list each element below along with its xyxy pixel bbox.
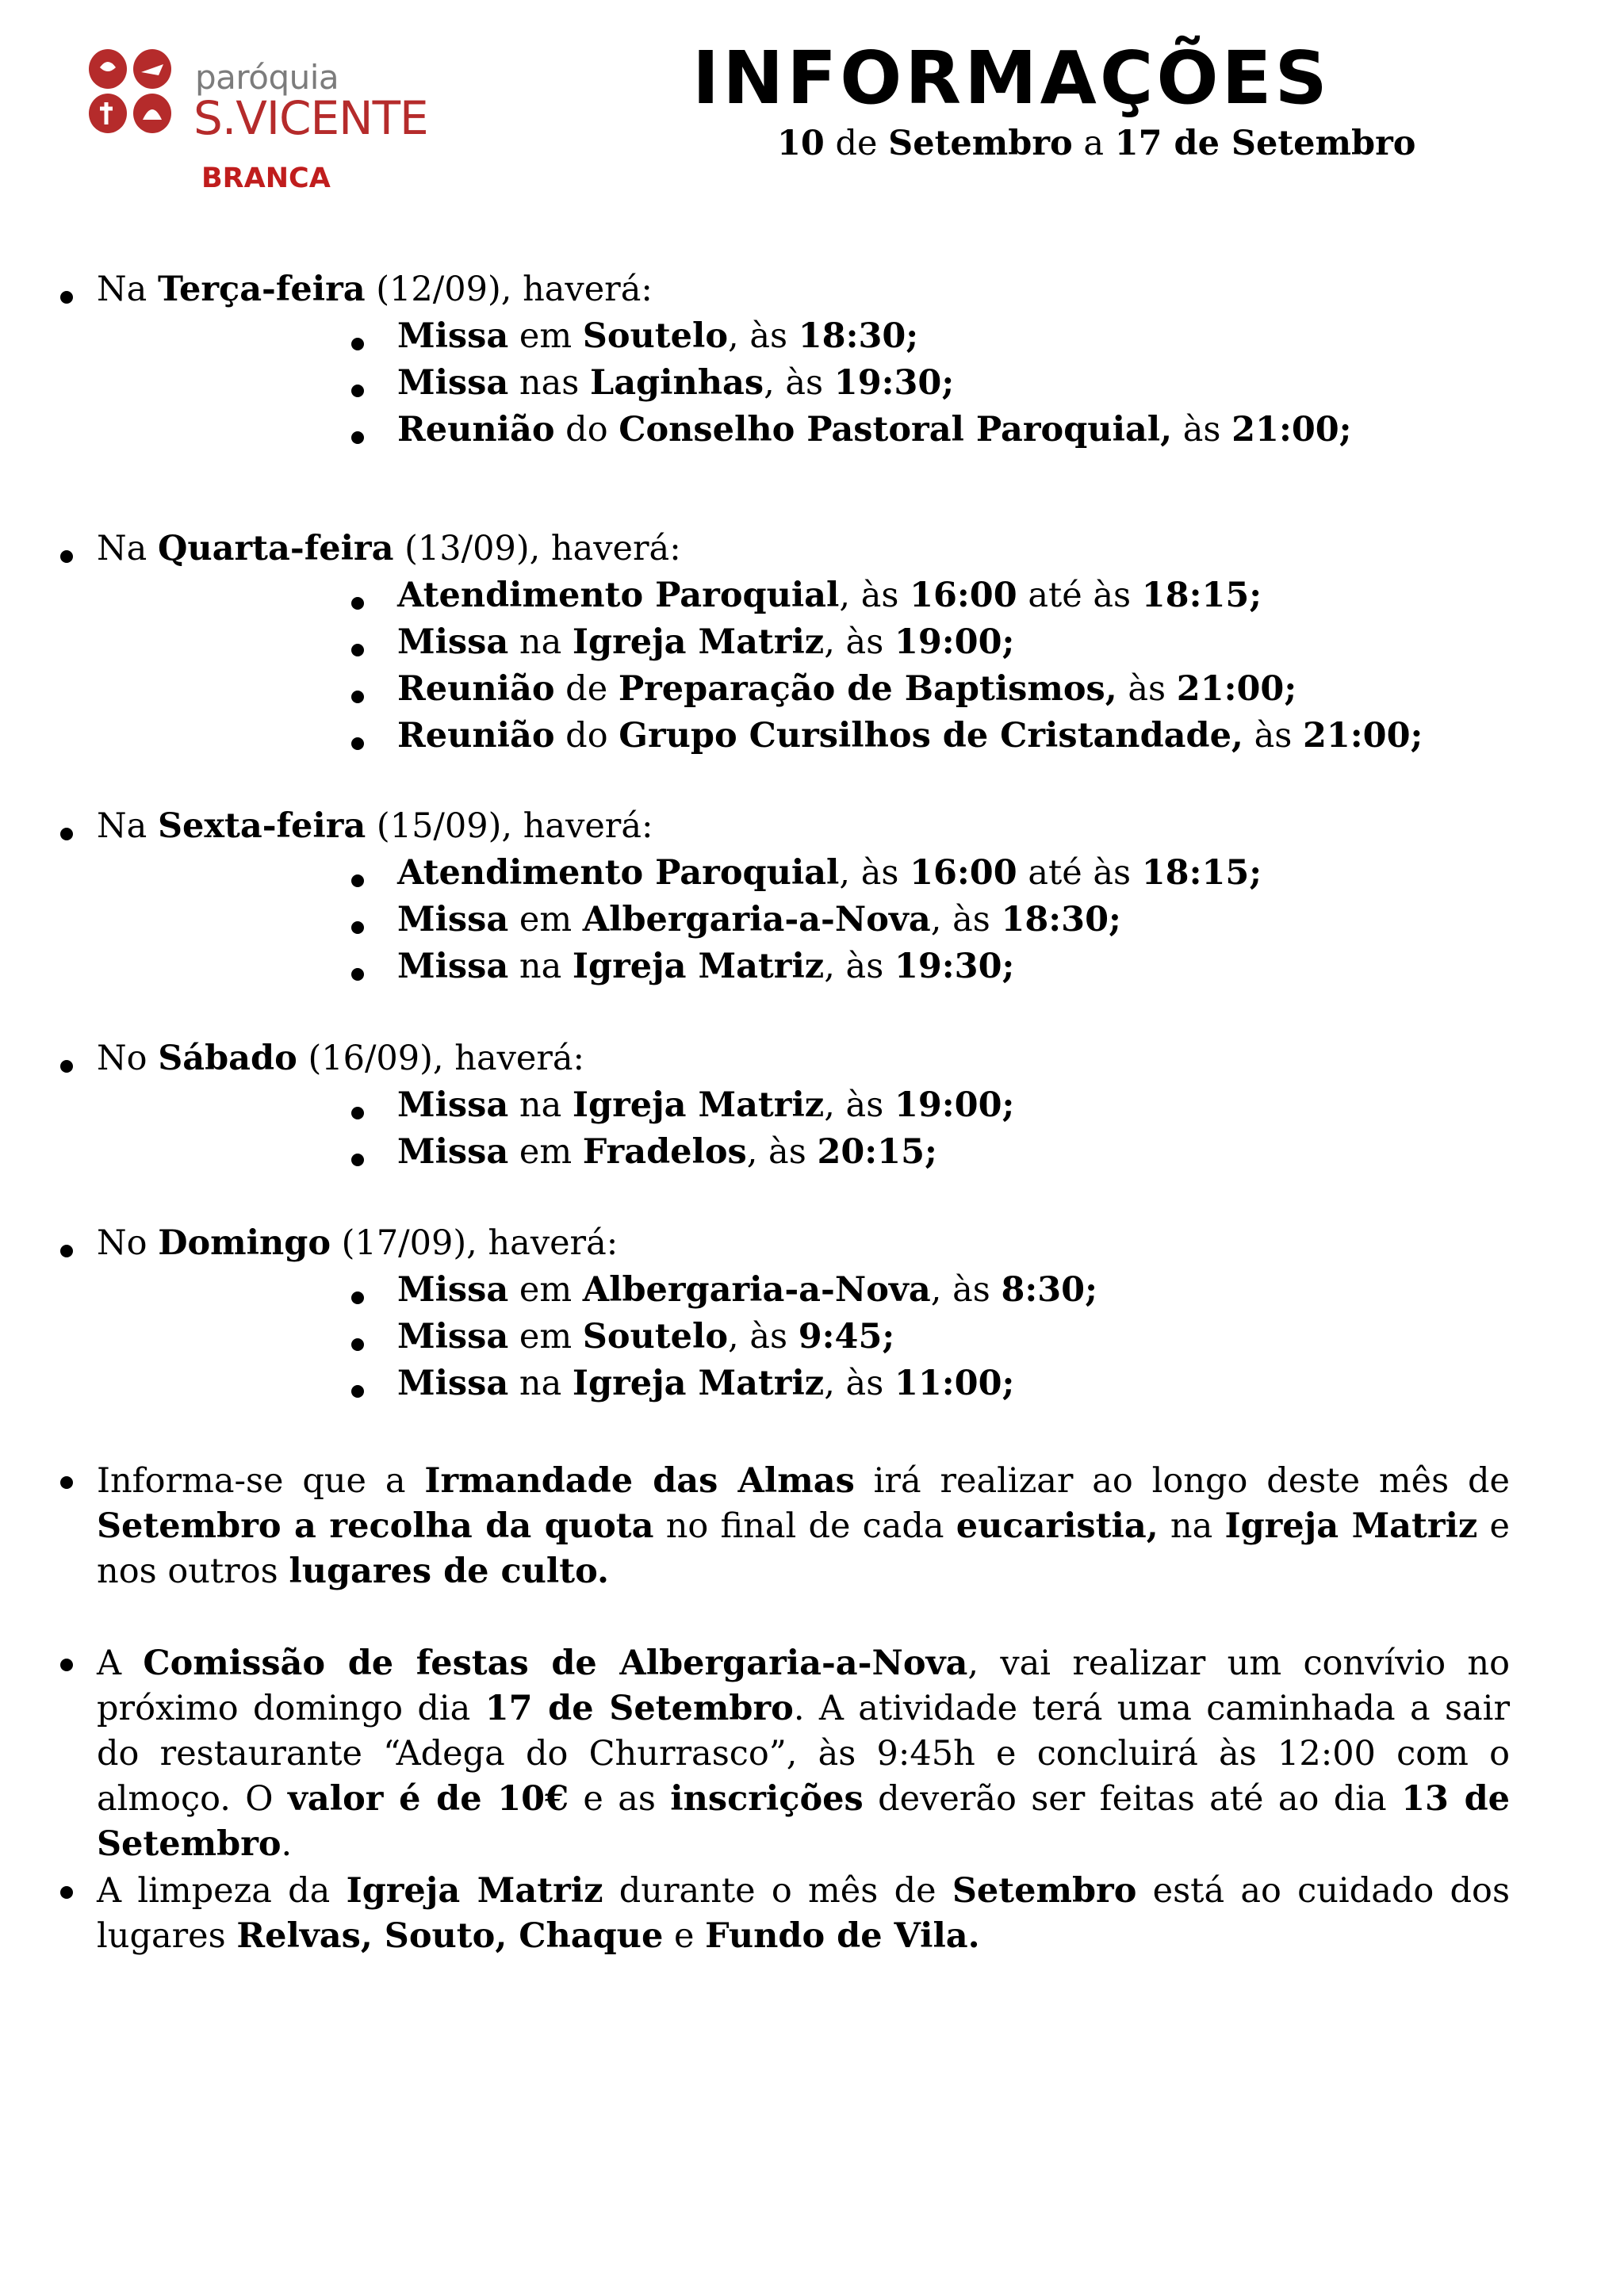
bullet-icon: [351, 597, 364, 610]
bold-run: Missa: [397, 1132, 509, 1172]
bold-run: Igreja Matriz: [1224, 1506, 1478, 1546]
text-run: deverão ser feitas até ao dia: [863, 1779, 1402, 1819]
date-end: 17 de Setembro: [1114, 124, 1416, 163]
date-range: [777, 124, 1415, 165]
note-paragraph: [97, 1641, 1510, 1867]
schedule-item: [397, 853, 1262, 894]
day-date: (17/09), haverá:: [331, 1223, 619, 1263]
bold-run: Atendimento Paroquial: [397, 576, 840, 615]
bold-run: 21:00;: [1231, 410, 1352, 450]
text-run: .: [281, 1824, 293, 1864]
bold-run: 19:30;: [833, 363, 955, 403]
schedule-item: [397, 576, 1262, 617]
bullet-icon: [60, 1476, 73, 1489]
bold-run: Grupo Cursilhos de Cristandade,: [619, 716, 1243, 756]
schedule-item: [397, 716, 1423, 757]
day-heading: [97, 1039, 584, 1080]
logo-text-paroquia: paróquia: [195, 58, 339, 97]
text-run: na: [508, 947, 573, 986]
text-run: e as: [569, 1779, 671, 1819]
logo-text-place: BRANCA: [201, 163, 331, 194]
text-run: na: [508, 1364, 573, 1403]
text-run: durante o mês de: [603, 1871, 952, 1911]
text-run: até às: [1017, 576, 1142, 615]
bullet-icon: [351, 385, 364, 397]
text-run: , às: [764, 363, 834, 403]
text-run: , às: [824, 947, 894, 986]
bold-run: Missa: [397, 900, 509, 939]
bold-run: Fundo de Vila.: [705, 1916, 980, 1956]
date-connector: a: [1072, 124, 1115, 163]
text-run: nas: [508, 363, 590, 403]
text-run: às: [1172, 410, 1232, 450]
bold-run: Missa: [397, 316, 509, 356]
text-run: no final de cada: [653, 1506, 956, 1546]
day-prefix: Na: [97, 806, 158, 846]
bullet-icon: [351, 1292, 364, 1304]
text-run: . A atividade terá uma caminhada a sair do restaurante “Adega do Churrasco”, às 9:45h e concluirá às 12:00 com o almoço. O: [97, 1689, 1510, 1819]
bullet-icon: [60, 1060, 73, 1073]
day-prefix: No: [97, 1039, 159, 1078]
day-date: (13/09), haverá:: [393, 529, 681, 568]
bullet-icon: [351, 737, 364, 750]
day-heading: [97, 529, 681, 570]
bold-run: Missa: [397, 622, 509, 662]
text-run: A limpeza da: [97, 1871, 347, 1911]
note-paragraph: [97, 1459, 1510, 1594]
bullet-icon: [351, 644, 364, 656]
text-run: , às: [930, 1270, 1002, 1310]
bold-run: Albergaria-a-Nova: [582, 900, 931, 939]
bullet-icon: [60, 1886, 73, 1899]
schedule-item: [397, 669, 1297, 710]
bold-run: Igreja Matriz: [572, 622, 825, 662]
bold-run: Comissão de festas de Albergaria-a-Nova: [143, 1644, 968, 1683]
bold-run: 16:00: [910, 576, 1017, 615]
bold-run: lugares de culto.: [289, 1552, 610, 1591]
text-run: , às: [824, 1085, 894, 1125]
bold-run: 13 de Setembro: [97, 1779, 1510, 1864]
bold-run: 19:00;: [894, 1085, 1015, 1125]
bold-run: Missa: [397, 947, 509, 986]
date-start-day: 10: [777, 124, 825, 163]
bold-run: Missa: [397, 363, 509, 403]
day-prefix: Na: [97, 529, 158, 568]
schedule-item: [397, 900, 1121, 941]
bold-run: Preparação de Baptismos,: [618, 669, 1117, 709]
bold-run: Fradelos: [582, 1132, 747, 1172]
bullet-icon: [60, 291, 73, 304]
text-run: em: [508, 900, 583, 939]
date-connector: de: [824, 124, 889, 163]
bullet-icon: [60, 1245, 73, 1257]
day-name: Sábado: [158, 1039, 297, 1078]
bullet-icon: [351, 1107, 364, 1119]
bold-run: Reunião: [397, 669, 555, 709]
bullet-icon: [60, 1659, 73, 1671]
bold-run: 20:15;: [817, 1132, 937, 1172]
note-paragraph: [97, 1869, 1510, 1959]
text-run: em: [508, 1317, 583, 1357]
text-run: às: [1116, 669, 1177, 709]
bold-run: 8:30;: [1001, 1270, 1097, 1310]
bold-run: Missa: [397, 1085, 509, 1125]
schedule-item: [397, 1132, 937, 1173]
text-run: está ao cuidado dos lugares: [97, 1871, 1511, 1956]
bold-run: 18:15;: [1141, 853, 1262, 893]
bold-run: Missa: [397, 1270, 509, 1310]
day-prefix: Na: [97, 270, 158, 309]
bold-run: Soutelo: [582, 1317, 729, 1357]
text-run: , às: [824, 1364, 894, 1403]
text-run: e: [663, 1916, 706, 1956]
day-name: Terça-feira: [157, 270, 366, 309]
bold-run: 19:30;: [894, 947, 1015, 986]
schedule-item: [397, 947, 1014, 988]
text-run: A: [97, 1644, 144, 1683]
schedule-item: [397, 622, 1014, 664]
bold-run: valor é de 10€: [287, 1779, 569, 1819]
day-date: (16/09), haverá:: [297, 1039, 585, 1078]
day-heading: [97, 1223, 618, 1265]
date-start-month: Setembro: [888, 124, 1073, 163]
schedule-item: [397, 1317, 894, 1358]
schedule-item: [397, 363, 954, 404]
day-name: Quarta-feira: [157, 529, 394, 568]
text-run: , às: [728, 1317, 799, 1357]
text-run: , às: [930, 900, 1002, 939]
text-run: , às: [824, 622, 894, 662]
bold-run: inscrições: [670, 1779, 864, 1819]
bold-run: Missa: [397, 1317, 509, 1357]
bold-run: Reunião: [397, 716, 555, 756]
bold-run: Relvas, Souto, Chaque: [236, 1916, 664, 1956]
bold-run: Irmandade das Almas: [424, 1461, 855, 1501]
bullet-icon: [60, 550, 73, 563]
bold-run: Igreja Matriz: [572, 1364, 825, 1403]
day-prefix: No: [97, 1223, 159, 1263]
schedule-item: [397, 410, 1352, 451]
text-run: até às: [1017, 853, 1142, 893]
bold-run: Missa: [397, 1364, 509, 1403]
bullet-icon: [351, 921, 364, 934]
logo-text-name: S.VICENTE: [193, 91, 428, 145]
text-run: às: [1243, 716, 1303, 756]
bold-run: Igreja Matriz: [346, 1871, 603, 1911]
bold-run: Reunião: [397, 410, 555, 450]
bold-run: Igreja Matriz: [572, 1085, 825, 1125]
text-run: na: [508, 622, 573, 662]
text-run: em: [508, 1270, 583, 1310]
bold-run: 16:00: [910, 853, 1017, 893]
day-name: Domingo: [158, 1223, 331, 1263]
bold-run: Setembro a recolha da quota: [97, 1506, 654, 1546]
bold-run: Setembro: [952, 1871, 1137, 1911]
bullet-icon: [351, 1385, 364, 1398]
text-run: do: [554, 410, 619, 450]
bold-run: 11:00;: [894, 1364, 1015, 1403]
text-run: do: [554, 716, 619, 756]
text-run: , às: [728, 316, 799, 356]
bold-run: 18:30;: [1001, 900, 1121, 939]
bold-run: Soutelo: [582, 316, 729, 356]
text-run: e nos outros: [97, 1506, 1510, 1591]
bold-run: 21:00;: [1302, 716, 1423, 756]
bold-run: 18:30;: [798, 316, 919, 356]
day-heading: [97, 270, 653, 311]
day-date: (12/09), haverá:: [365, 270, 653, 309]
text-run: na: [1158, 1506, 1225, 1546]
bullet-icon: [351, 968, 364, 981]
text-run: de: [554, 669, 619, 709]
bullet-icon: [351, 691, 364, 703]
text-run: , às: [839, 853, 910, 893]
bullet-icon: [60, 828, 73, 840]
bold-run: Conselho Pastoral Paroquial,: [619, 410, 1173, 450]
schedule-item: [397, 1085, 1014, 1127]
schedule-item: [397, 1364, 1014, 1405]
text-run: Informa-se que a: [97, 1461, 425, 1501]
bold-run: Igreja Matriz: [572, 947, 825, 986]
bold-run: 18:15;: [1141, 576, 1262, 615]
parish-logo-icon: [86, 44, 174, 137]
bold-run: 21:00;: [1176, 669, 1297, 709]
bullet-icon: [351, 1338, 364, 1351]
bold-run: Laginhas: [589, 363, 764, 403]
bullet-icon: [351, 431, 364, 444]
text-run: , às: [746, 1132, 818, 1172]
bold-run: eucaristia,: [956, 1506, 1159, 1546]
bold-run: Albergaria-a-Nova: [582, 1270, 931, 1310]
parish-logo: [86, 44, 450, 202]
text-run: irá realizar ao longo deste mês de: [854, 1461, 1510, 1501]
text-run: na: [508, 1085, 573, 1125]
page-title: INFORMAÇÕES: [692, 36, 1331, 121]
bullet-icon: [351, 874, 364, 887]
bold-run: Atendimento Paroquial: [397, 853, 840, 893]
day-date: (15/09), haverá:: [366, 806, 653, 846]
day-heading: [97, 806, 653, 848]
bullet-icon: [351, 1154, 364, 1166]
schedule-item: [397, 316, 918, 358]
bold-run: 19:00;: [894, 622, 1015, 662]
text-run: em: [508, 316, 583, 356]
day-name: Sexta-feira: [157, 806, 366, 846]
bullet-icon: [351, 338, 364, 350]
text-run: em: [508, 1132, 583, 1172]
bold-run: 9:45;: [798, 1317, 895, 1357]
bold-run: 17 de Setembro: [485, 1689, 794, 1728]
text-run: , às: [839, 576, 910, 615]
schedule-item: [397, 1270, 1097, 1311]
text-run: , vai realizar um convívio no próximo domingo dia: [97, 1644, 1510, 1728]
